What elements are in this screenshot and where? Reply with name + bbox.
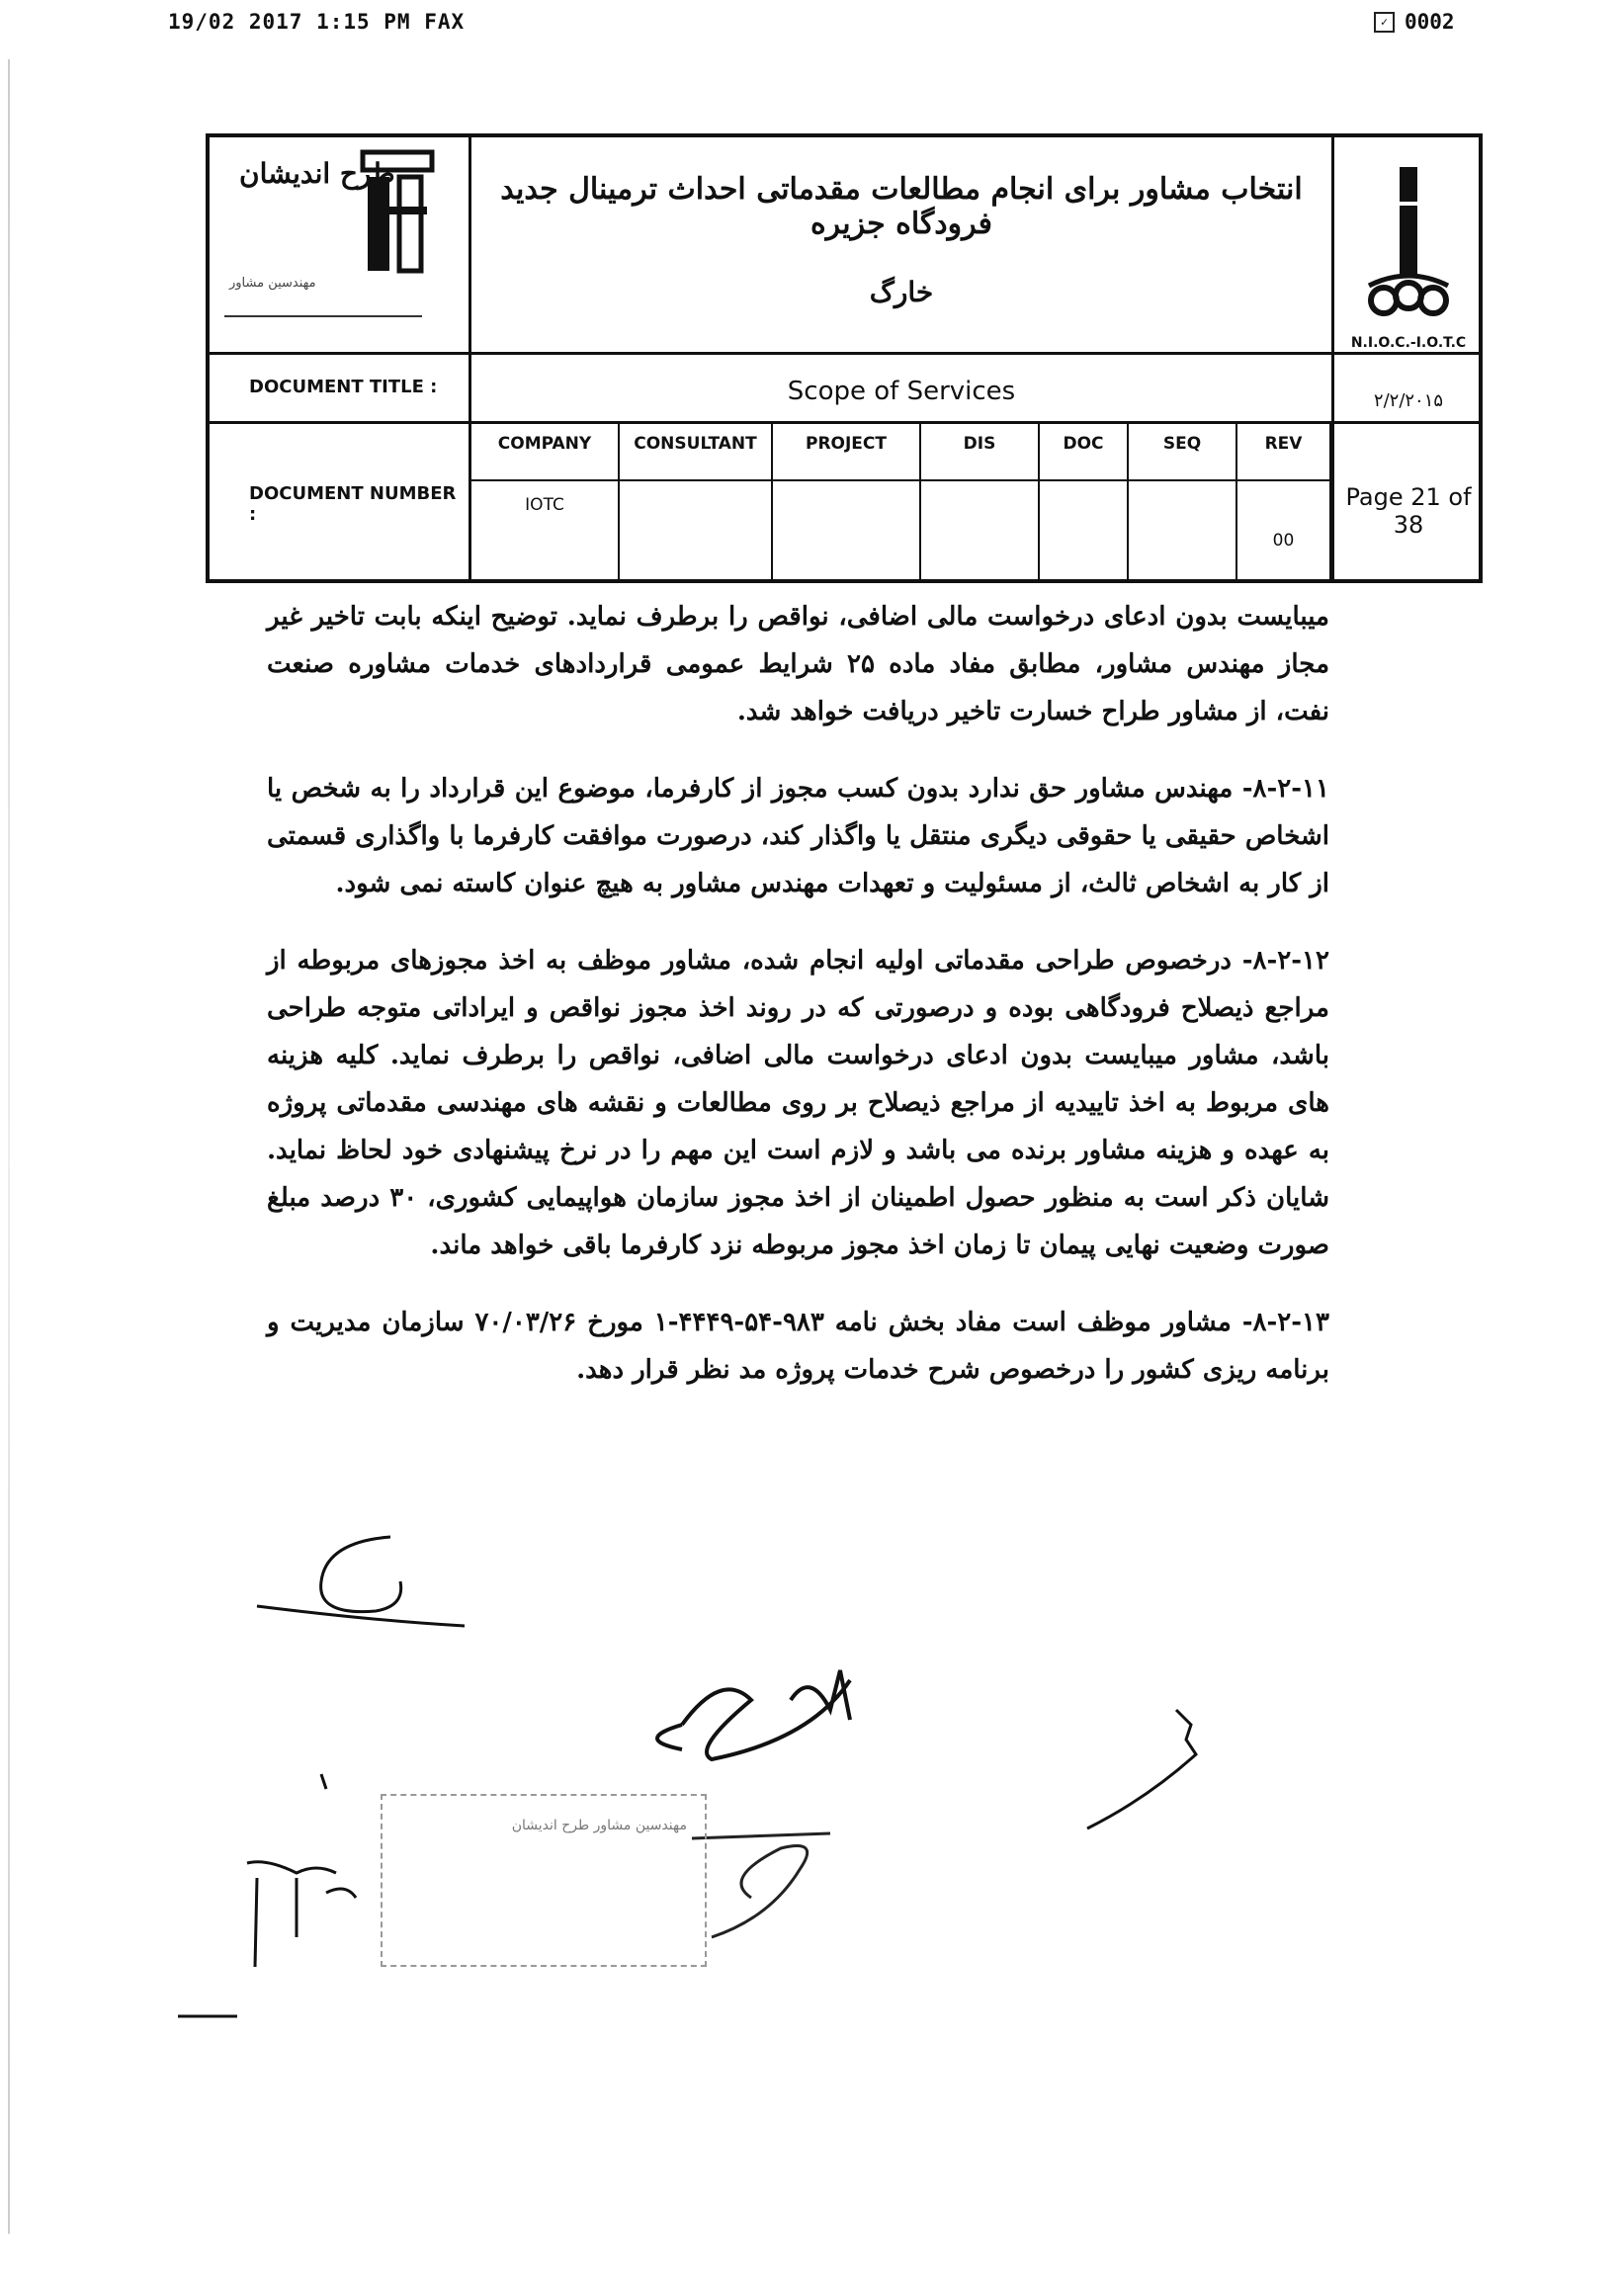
- faded-stamp: مهندسین مشاور طرح اندیشان: [381, 1794, 707, 1967]
- fax-page-number: 0002: [1405, 10, 1455, 34]
- consultant-logo-text: طرح اندیشان: [239, 157, 395, 190]
- code-header-dis: DIS: [921, 424, 1040, 481]
- code-header-rev: REV: [1237, 424, 1331, 481]
- consultant-logo-subtext: مهندسین مشاور: [229, 276, 316, 291]
- heading-line-2: خارگ: [869, 276, 934, 308]
- code-header-company: COMPANY: [471, 424, 620, 481]
- code-header-doc: DOC: [1040, 424, 1129, 481]
- document-title-value: Scope of Services: [787, 377, 1016, 406]
- body-paragraph: ۸-۲-۱۳- مشاور موظف است مفاد بخش نامه ۹۸۳-۵۴-۴۴۴۹-۱ مورخ ۷۰/۰۳/۲۶ سازمان مدیریت و برنامه ریزی کشور را درخصوص شرح خدمات پروژه مد نظر قرار دهد.: [267, 1308, 1329, 1385]
- nioc-label: N.I.O.C.-I.O.T.C: [1350, 335, 1467, 351]
- document-number-label: DOCUMENT NUMBER :: [210, 424, 471, 582]
- code-value-company: IOTC: [471, 481, 620, 582]
- document-title-label: DOCUMENT TITLE :: [210, 355, 471, 421]
- signature-left: [257, 1537, 465, 1626]
- fax-page-icon: ✓: [1374, 12, 1395, 33]
- document-date: ۲/۲/۲۰۱۵: [1331, 355, 1483, 421]
- page-number: Page 21 of 38: [1331, 424, 1483, 582]
- code-header-consultant: CONSULTANT: [620, 424, 773, 481]
- body-paragraph: ۸-۲-۱۲- درخصوص طراحی مقدماتی اولیه انجام شده، مشاور موظف به اخذ مجوزهای مربوطه از مراجع ذیصلاح فرودگاهی بوده و درصورتی که در روند اخذ مجوز نواقص و ایراداتی متوجه طراحی باشد، مشاور میبایست بدون ادعای درخواست مالی اضافی، نواقص را برطرف نماید. کلیه هزینه های مربوط به اخذ تاییدیه از مراجع ذیصلاح بر روی مطالعات و نقشه های مهندسی مقدماتی پروژه به عهده و هزینه مشاور برنده می باشد و لازم است این مهم را در نرخ پیشنهادی خود لحاظ نماید. شایان ذکر است به منظور حصول اطمینان از اخذ مجوز سازمان هواپیمایی کشوری، ۳۰ درصد مبلغ صورت وضعیت نهایی پیمان تا زمان اخذ مجوز مربوطه نزد کارفرما باقی خواهد ماند.: [267, 946, 1329, 1260]
- body-paragraph: میبایست بدون ادعای درخواست مالی اضافی، نواقص را برطرف نماید. توضیح اینکه بابت تاخیر غیر مجاز مهندس مشاور، مطابق مفاد ماده ۲۵ شرایط عمومی قراردادهای خدمات مشاوره صنعت نفت، از مشاور طراح خسارت تاخیر دریافت خواهد شد.: [267, 602, 1329, 726]
- signature-stamp-stroke: [692, 1833, 830, 1937]
- signature-right: [1087, 1710, 1196, 1828]
- signature-bottom-left: [247, 1774, 356, 1967]
- body-paragraph: ۸-۲-۱۱- مهندس مشاور حق ندارد بدون کسب مجوز از کارفرما، موضوع این قرارداد را به شخص یا اشخاص حقیقی یا حقوقی دیگری منتقل یا واگذار کند، درصورت موافقت کارفرما با واگذاری قسمتی از کار به اشخاص ثالث، از مسئولیت و تعهدات مهندس مشاور به هیچ عنوان کاسته نمی شود.: [267, 774, 1329, 898]
- heading-line-1: انتخاب مشاور برای انجام مطالعات مقدماتی احداث ترمینال جدید فرودگاه جزیره: [500, 172, 1303, 241]
- code-value-rev: 00: [1237, 481, 1331, 582]
- signature-center: [657, 1670, 850, 1759]
- code-header-seq: SEQ: [1129, 424, 1237, 481]
- code-header-project: PROJECT: [773, 424, 921, 481]
- fax-header: 19/02 2017 1:15 PM FAX: [168, 10, 466, 34]
